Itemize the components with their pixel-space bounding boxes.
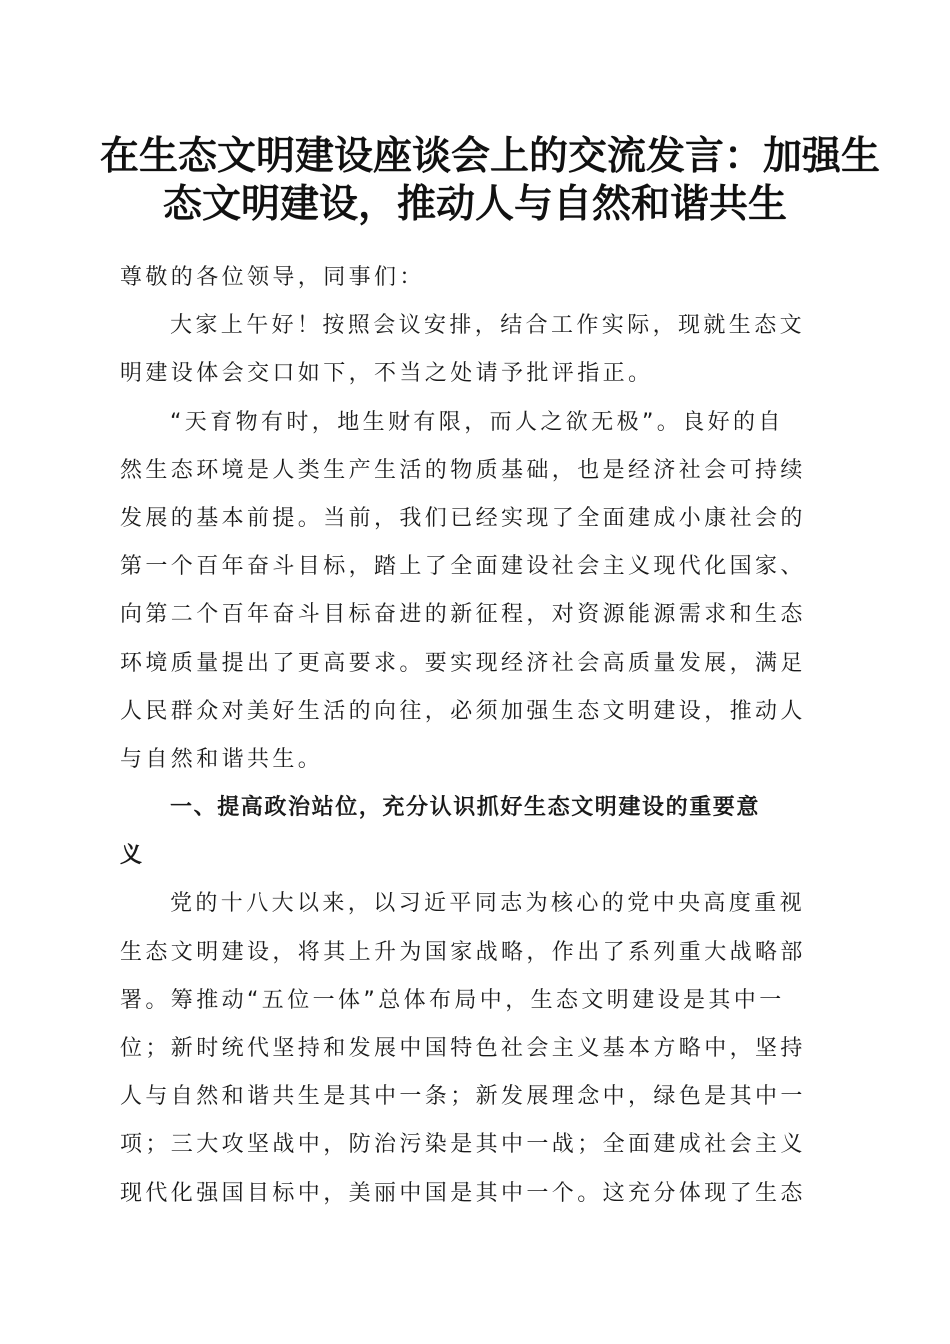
paragraph-line: 党的十八大以来，以习近平同志为核心的党中央高度重视 bbox=[170, 891, 806, 917]
paragraph-line: 然生态环境是人类生产生活的物质基础，也是经济社会可持续 bbox=[120, 457, 806, 483]
paragraph-line: 位；新时统代坚持和发展中国特色社会主义基本方略中，坚持 bbox=[120, 1036, 806, 1061]
title-line: 在生态文明建设座谈会上的交流发言：加强生 bbox=[100, 133, 881, 179]
paragraph-line: 第一个百年奋斗目标，踏上了全面建设社会主义现代化国家、 bbox=[120, 554, 806, 580]
title-line: 态文明建设，推动人与自然和谐共生 bbox=[162, 181, 787, 227]
paragraph-line: 向第二个百年奋斗目标奋进的新征程，对资源能源需求和生态 bbox=[120, 602, 806, 628]
paragraph-line: 人与自然和谐共生是其中一条；新发展理念中，绿色是其中一 bbox=[120, 1084, 806, 1110]
document-body bbox=[120, 254, 825, 1218]
paragraph-line: 人民群众对美好生活的向往，必须加强生态文明建设，推动人 bbox=[120, 698, 806, 724]
paragraph-line: “天育物有时，地生财有限，而人之欲无极”。良好的自 bbox=[170, 409, 784, 435]
paragraph-line: 发展的基本前提。当前，我们已经实现了全面建成小康社会的 bbox=[120, 505, 806, 531]
paragraph-line: 大家上午好！按照会议安排，结合工作实际，现就生态文 bbox=[170, 313, 806, 339]
salutation: 尊敬的各位领导，同事们： bbox=[120, 265, 425, 290]
section-heading: 一、提高政治站位，充分认识抓好生态文明建设的重要意 bbox=[170, 795, 761, 821]
section-heading: 义 bbox=[120, 843, 144, 869]
paragraph-line: 现代化强国目标中，美丽中国是其中一个。这充分体现了生态 bbox=[120, 1180, 806, 1206]
paragraph-line: 项；三大攻坚战中，防治污染是其中一战；全面建成社会主义 bbox=[120, 1132, 806, 1158]
paragraph-line: 与自然和谐共生。 bbox=[120, 746, 324, 772]
paragraph-line: 署。筹推动“五位一体”总体布局中，生态文明建设是其中一 bbox=[120, 987, 785, 1013]
document-title bbox=[100, 132, 881, 228]
paragraph-line: 明建设体会交口如下，不当之处请予批评指正。 bbox=[120, 361, 654, 387]
paragraph-line: 环境质量提出了更高要求。要实现经济社会高质量发展，满足 bbox=[120, 650, 806, 676]
paragraph-line: 生态文明建设，将其上升为国家战略，作出了系列重大战略部 bbox=[120, 939, 806, 965]
